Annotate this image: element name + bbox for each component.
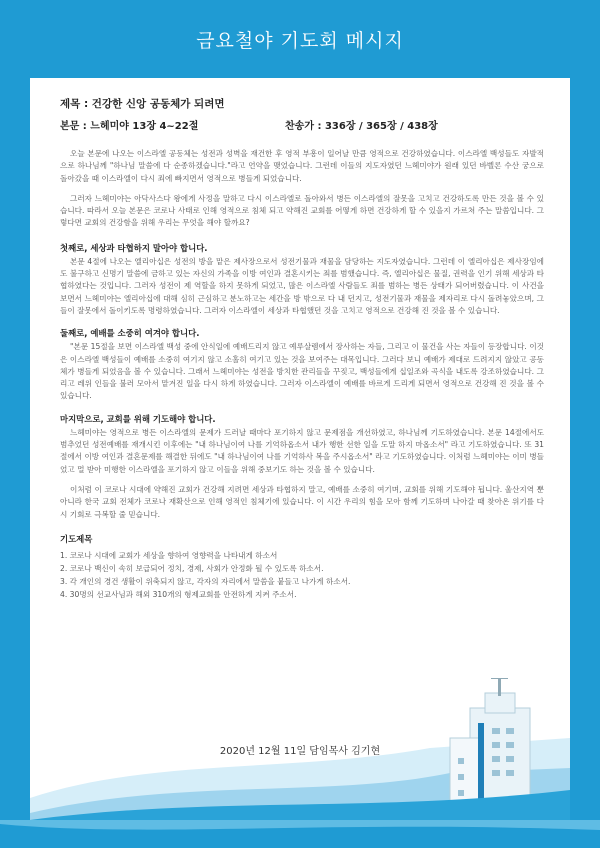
- conclusion-paragraph: 이처럼 이 코로나 시대에 약해진 교회가 건강해 지려면 세상과 타협하지 말고, 예배를 소중히 여기며, 교회를 위해 기도해야 됩니다. 울산지역 뿐 아니라 한국 교회 전체가 코로나 재확산으로 인해 영적인 침체기에 있습니다. 이 시간 우리의 힘을 모아 함께 기도하며 나아갈 때 찾아온 위기를 다시 기회로 극복할 줄 믿습니다.: [60, 484, 544, 519]
- scripture-reference: 본문 : 느헤미야 13장 4~22절: [60, 121, 199, 132]
- message-content: [60, 96, 544, 601]
- section-paragraph: 느헤미야는 영적으로 병든 이스라엘의 문제가 드러날 때마다 포기하지 않고 문제점을 개선하였고, 하나님께 기도하였습니다. 본문 14절에서도 범추었던 성전예배를 재개시킨 이후에는 "내 하나님이여 나를 기억하옵소서 내가 행한 선한 일을 도말 하지 마옵소서" 라고 기도하였습니다. 또 31절에서 이방 여인과 결혼문제를 해결한 뒤에도 "내 하나님이여 나를 기억하사 복을 주시옵소서" 라고 기도하였습니다. 이처럼 느헤미야는 이미 병들었고 멀 받아 미행한 이스라엘을 포기하지 않고 이들을 위해 중보기도 하는 것을 볼 수 있습니다.: [60, 427, 544, 474]
- signature-line: 2020년 12월 11일 담임목사 김기현: [219, 746, 381, 757]
- section-heading: 둘째로, 예배를 소중히 여겨야 합니다.: [60, 328, 200, 339]
- intro-paragraph: 오늘 본문에 나오는 이스라엘 공동체는 성전과 성벽을 재건한 후 영적 부흥이 일어날 만큼 영적으로 건강하였습니다. 이스라엘 백성들도 자발적으로 하나님께 "하나님 말씀에 다 순종하겠습니다."라고 언약을 맺었습니다. 그런데 이들의 지도자였던 느헤미야가 원래 있던 바벨론 수산 궁으로 돌아갔을 때 이스라엘이 다시 죄에 빠지면서 영적으로 병들게 되었습니다.: [60, 149, 544, 183]
- header-banner: [0, 0, 600, 78]
- prayer-list: [60, 549, 544, 601]
- section-heading: 마지막으로, 교회를 위해 기도해야 합니다.: [60, 413, 216, 424]
- intro-paragraph: 그러자 느헤미야는 아닥사스다 왕에게 사정을 말하고 다시 이스라엘로 돌아와서 병든 이스라엘의 잘못을 고치고 건강하도록 만든 것을 볼 수 있습니다. 따라서 오늘 본문은 코로나 사태로 인해 영적으로 침체 되고 약해진 교회를 어떻게 하면 건강하게 할 수 있을지 가르쳐 주는 말씀입니다. 그렇다면 교회의 건강함을 위해 우리는 무엇을 해야 할까요?: [60, 193, 544, 228]
- prayer-item: 2. 코로나 백신이 속히 보급되어 정치, 경제, 사회가 안정화 될 수 있도록 하소서.: [60, 563, 324, 573]
- sermon-title: 제목 : 건강한 신앙 공동체가 되려면: [60, 98, 225, 110]
- prayer-item: 4. 30명의 선교사님과 해외 310개의 형제교회를 안전하게 지켜 주소서.: [60, 589, 297, 599]
- prayer-item: 3. 각 개인의 경건 생활이 위축되지 않고, 각자의 자리에서 말씀을 붙들고 나가게 하소서.: [60, 576, 351, 586]
- section-heading: 첫째로, 세상과 타협하지 말아야 합니다.: [60, 242, 208, 253]
- footer-wave: [0, 820, 600, 848]
- section-paragraph: 본문 4절에 나오는 엘리아십은 성전의 방을 맡은 제사장으로서 성전기물과 재물을 담당하는 지도자였습니다. 그런데 이 엘리아십은 제사장임에도 불구하고 신명기 말씀에 금하고 있는 자신의 가족을 이방 여인과 결혼시키는 죄를 범했습니다. 즉, 엘리아십은 물질, 권력을 인기 위해 세상과 타협하였다는 것입니다. 그러자 성전이 제 역할을 하지 못하게 되었고, 많은 이스라엘 사람들도 죄를 범하는 병든 상태가 되어버렸습니다. 이 사건을 보면서 느헤미야는 엘리아십에 대해 심히 근심하고 분노하고는 세간을 방 밖으로 다 내 던지고, 성전기물과 재물을 제자리로 다시 돌려놓았으며, 그들이 잘못에서 돌이키도록 명령하였습니다. 그러자 이스라엘이 세상과 타협했던 것을 고치고 영적으로 건강해 진 것을 볼 수 있습니다.: [60, 256, 544, 315]
- prayer-item: 1. 코로나 시대에 교회가 세상을 향하여 영향력을 나타내게 하소서: [60, 550, 278, 560]
- prayer-heading: 기도제목: [60, 533, 93, 544]
- sermon-meta: [60, 117, 544, 132]
- section-paragraph: "본문 15절을 보면 이스라엘 백성 중에 안식일에 예배드리지 않고 예루살렘에서 장사하는 자들, 그리고 이 물건을 사는 자들이 등장합니다. 이것은 이스라엘 백성들이 예배를 소중히 여기지 않고 소홀히 여기고 있는 것을 보여주는 대목입니다. 그러다 보니 예배가 제대로 드려지지 않았고 공동체가 병들게 되었음을 볼 수 있습니다. 그래서 느헤미야는 성전을 방치한 관리들을 꾸짖고, 백성들에게 십일조와 곡식을 내도록 강조하였습니다. 그리고 레위 인들을 불러 모아서 맡겨진 일을 다시 하게 하였습니다. 그러자 이스라엘이 예배를 바르게 드리게 되면서 영적으로 건강해 진 것을 볼 수 있습니다.: [60, 342, 544, 401]
- message-card: [30, 78, 570, 820]
- hymn-numbers: 찬송가 : 336장 / 365장 / 438장: [285, 121, 438, 132]
- page-title: 금요철야 기도회 메시지: [196, 29, 404, 52]
